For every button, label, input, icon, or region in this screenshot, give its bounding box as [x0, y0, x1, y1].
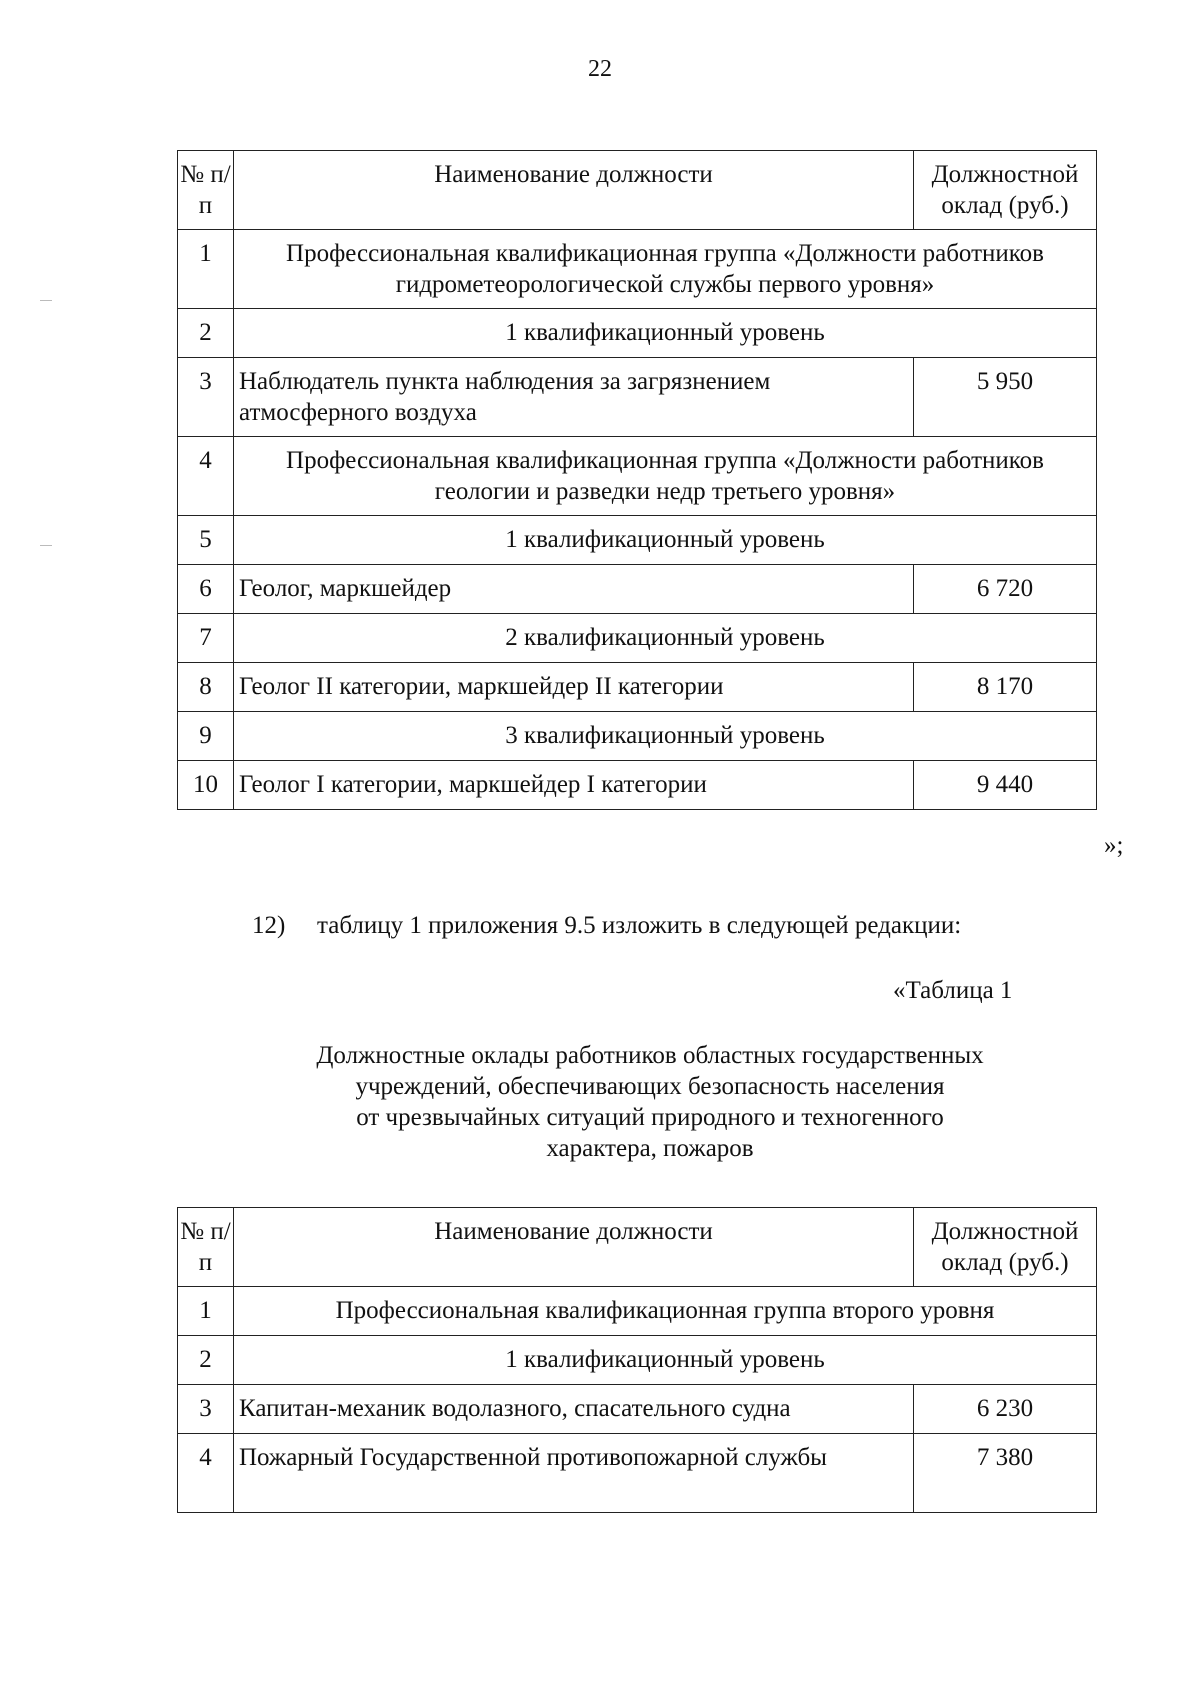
table-row — [178, 230, 1097, 309]
table-header-row — [178, 1208, 1097, 1287]
salary-value: 7 380 — [914, 1434, 1097, 1513]
position-name: Геолог, маркшейдер — [234, 565, 914, 614]
salary-value: 5 950 — [914, 358, 1097, 437]
row-num: 2 — [178, 1336, 234, 1385]
page-number: 22 — [588, 56, 612, 82]
row-num: 2 — [178, 309, 234, 358]
row-num: 1 — [178, 1287, 234, 1336]
table-header-row — [178, 151, 1097, 230]
table-title-line: характера, пожаров — [546, 1135, 754, 1162]
row-num: 3 — [178, 1385, 234, 1434]
table-row — [178, 614, 1097, 663]
position-name: Геолог I категории, маркшейдер I категории — [234, 761, 914, 810]
table-row — [178, 437, 1097, 516]
group-title: Профессиональная квалификационная группа второго уровня — [234, 1287, 1097, 1336]
table-label: «Таблица 1 — [893, 977, 1013, 1004]
row-num: 5 — [178, 516, 234, 565]
header-salary: Должностной оклад (руб.) — [914, 151, 1097, 230]
qualification-level: 1 квалификационный уровень — [234, 516, 1097, 565]
table-row — [178, 712, 1097, 761]
table-row — [178, 1336, 1097, 1385]
qualification-level: 1 квалификационный уровень — [234, 309, 1097, 358]
table-row — [178, 358, 1097, 437]
salary-value: 6 720 — [914, 565, 1097, 614]
position-name: Наблюдатель пункта наблюдения за загрязнением атмосферного воздуха — [234, 358, 914, 437]
qualification-level: 2 квалификационный уровень — [234, 614, 1097, 663]
header-num: № п/п — [178, 151, 234, 230]
closing-quote-mark: »; — [1104, 832, 1124, 859]
position-name: Пожарный Государственной противопожарной службы — [234, 1434, 914, 1513]
item-number: 12) — [252, 912, 286, 939]
table-row — [178, 663, 1097, 712]
group-title: Профессиональная квалификационная группа «Должности работников гидрометеорологической службы первого уровня» — [234, 230, 1097, 309]
table-title — [200, 1040, 1100, 1164]
salary-value: 8 170 — [914, 663, 1097, 712]
table-row — [178, 565, 1097, 614]
table-row — [178, 1287, 1097, 1336]
margin-mark — [40, 545, 52, 546]
row-num: 1 — [178, 230, 234, 309]
qualification-level: 3 квалификационный уровень — [234, 712, 1097, 761]
table-row — [178, 516, 1097, 565]
margin-mark — [40, 300, 52, 301]
instruction-text: таблицу 1 приложения 9.5 изложить в следующей редакции: — [317, 912, 962, 939]
group-title: Профессиональная квалификационная группа «Должности работников геологии и разведки недр третьего уровня» — [234, 437, 1097, 516]
table-row — [178, 761, 1097, 810]
row-num: 8 — [178, 663, 234, 712]
table-row — [178, 1434, 1097, 1513]
salary-table-geology — [177, 150, 1097, 810]
row-num: 10 — [178, 761, 234, 810]
qualification-level: 1 квалификационный уровень — [234, 1336, 1097, 1385]
row-num: 3 — [178, 358, 234, 437]
row-num: 9 — [178, 712, 234, 761]
position-name: Геолог II категории, маркшейдер II категории — [234, 663, 914, 712]
salary-table-emergency — [177, 1207, 1097, 1513]
row-num: 4 — [178, 1434, 234, 1513]
table-title-line: от чрезвычайных ситуаций природного и техногенного — [356, 1104, 944, 1131]
header-name: Наименование должности — [234, 1208, 914, 1287]
position-name: Капитан-механик водолазного, спасательного судна — [234, 1385, 914, 1434]
header-name: Наименование должности — [234, 151, 914, 230]
table-title-line: Должностные оклады работников областных государственных — [316, 1042, 984, 1069]
table-row — [178, 1385, 1097, 1434]
table-title-line: учреждений, обеспечивающих безопасность населения — [355, 1073, 945, 1100]
header-salary: Должностной оклад (руб.) — [914, 1208, 1097, 1287]
row-num: 4 — [178, 437, 234, 516]
header-num: № п/п — [178, 1208, 234, 1287]
salary-value: 6 230 — [914, 1385, 1097, 1434]
amendment-instruction — [252, 912, 961, 940]
row-num: 7 — [178, 614, 234, 663]
salary-value: 9 440 — [914, 761, 1097, 810]
table-row — [178, 309, 1097, 358]
row-num: 6 — [178, 565, 234, 614]
